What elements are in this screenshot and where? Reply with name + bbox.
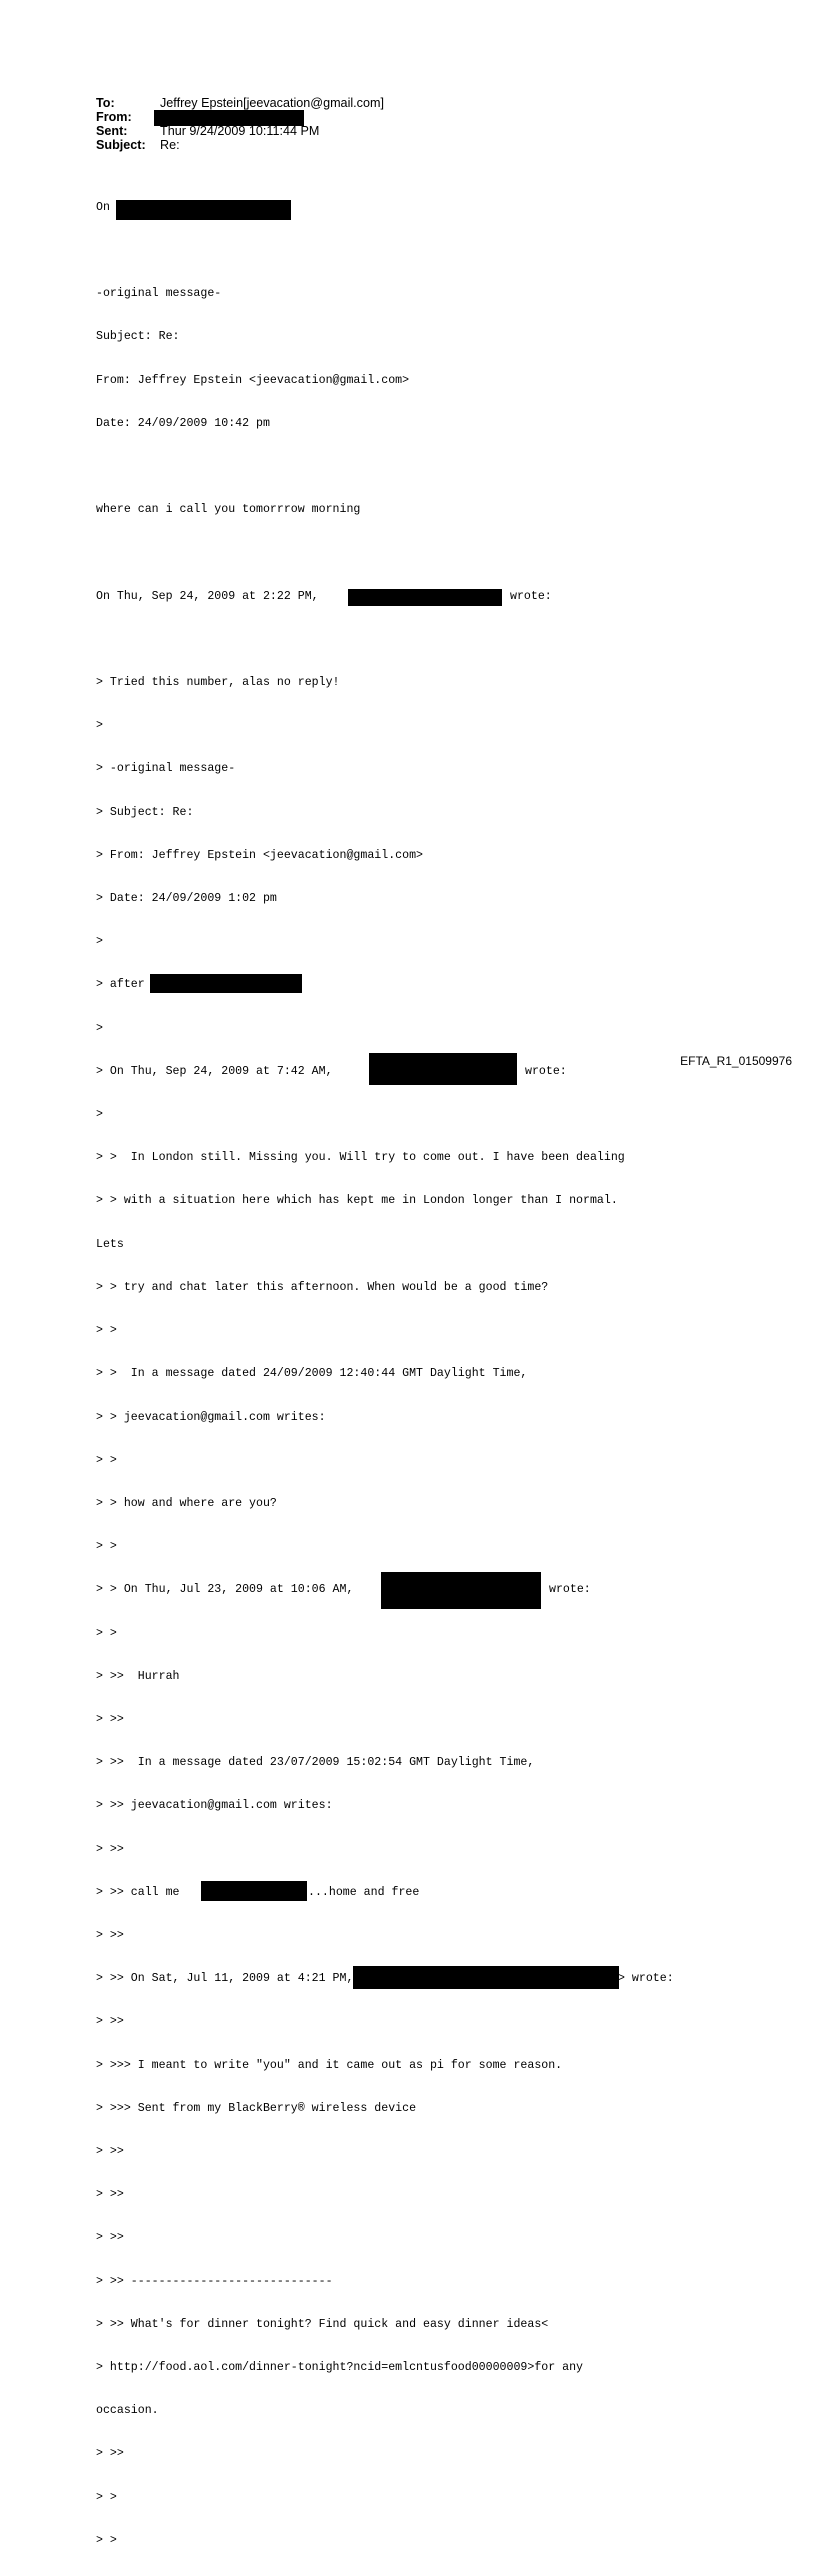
line-text: > >	[96, 1626, 117, 1640]
body-line	[96, 806, 625, 820]
line-text: > >>	[96, 2447, 124, 2461]
body-line	[96, 978, 625, 992]
body-line	[96, 2059, 625, 2073]
line-text: Date: 24/09/2009 10:42 pm	[96, 416, 270, 430]
line-text: On Thu, Sep 24, 2009 at 2:22 PM,	[96, 589, 319, 603]
body-line	[96, 2361, 625, 2375]
line-text: wrote:	[549, 1583, 591, 1597]
document-id: EFTA_R1_01509976	[680, 1054, 792, 1068]
line-text: > >	[96, 1453, 117, 1467]
body-line	[96, 2275, 625, 2289]
line-text: > >>	[96, 1712, 124, 1726]
blank-line	[96, 244, 625, 258]
line-text: > > how and where are you?	[96, 1496, 277, 1510]
body-line	[96, 762, 625, 776]
body-line	[96, 330, 625, 344]
line-text: On	[96, 200, 110, 214]
redaction-block	[353, 1966, 619, 1989]
body-line	[96, 849, 625, 863]
body-line	[96, 2404, 625, 2418]
line-text: ...home and free	[308, 1885, 420, 1899]
line-text: > >	[96, 2490, 117, 2504]
line-text: > >> In a message dated 23/07/2009 15:02:54 GMT Daylight Time,	[96, 1756, 535, 1770]
line-text: > > with a situation here which has kept me in London longer than I normal.	[96, 1194, 618, 1208]
body-line	[96, 2491, 625, 2505]
body-line	[96, 374, 625, 388]
body-line	[96, 1713, 625, 1727]
body-line	[96, 1194, 625, 1208]
email-body	[96, 172, 674, 2563]
redaction-block	[348, 589, 502, 606]
line-text: > http://food.aol.com/dinner-tonight?ncid=emlcntusfood00000009>for any	[96, 2360, 584, 2374]
line-text: From: Jeffrey Epstein <jeevacation@gmail.com>	[96, 373, 410, 387]
line-text: > >	[96, 1540, 117, 1554]
line-text: >	[96, 719, 103, 733]
line-text: > Subject: Re:	[96, 805, 194, 819]
body-line	[96, 1281, 625, 1295]
body-line	[96, 1886, 625, 1900]
line-text: > Date: 24/09/2009 1:02 pm	[96, 892, 277, 906]
body-line	[96, 719, 625, 733]
blank-line	[96, 633, 625, 647]
line-text: Lets	[96, 1237, 124, 1251]
body-line	[96, 2318, 625, 2332]
body-line	[96, 1108, 625, 1122]
line-text: -original message-	[96, 287, 222, 301]
body-line	[96, 1151, 625, 1165]
redaction-block	[150, 974, 302, 993]
line-text: > >>	[96, 2015, 124, 2029]
line-text: > >	[96, 1324, 117, 1338]
line-text: > >>	[96, 2144, 124, 2158]
body-line	[96, 1583, 625, 1597]
body-line	[96, 2102, 625, 2116]
line-text: > >> On Sat, Jul 11, 2009 at 4:21 PM,	[96, 1972, 354, 1986]
body-line	[96, 1238, 625, 1252]
body-line	[96, 590, 625, 604]
body-line	[96, 1324, 625, 1338]
body-line	[96, 1972, 674, 1986]
line-text: > >> Hurrah	[96, 1669, 180, 1683]
body-line	[96, 1454, 625, 1468]
body-line	[96, 1022, 625, 1036]
line-text: > >>	[96, 1928, 124, 1942]
line-text: > >> call me	[96, 1885, 180, 1899]
line-text: > >>	[96, 2188, 124, 2202]
body-line	[96, 2231, 625, 2245]
line-text: > > jeevacation@gmail.com writes:	[96, 1410, 326, 1424]
body-line	[96, 287, 625, 301]
line-text: wrote:	[525, 1064, 567, 1078]
body-line	[96, 1540, 625, 1554]
body-line	[96, 1756, 625, 1770]
from-label: From:	[96, 110, 132, 124]
line-text: > after	[96, 978, 145, 992]
line-text: > On Thu, Sep 24, 2009 at 7:42 AM,	[96, 1064, 333, 1078]
redaction-block	[369, 1053, 517, 1085]
subject-value: Re:	[160, 138, 180, 152]
body-line	[96, 1799, 625, 1813]
body-line	[96, 1843, 625, 1857]
line-text: > >> jeevacation@gmail.com writes:	[96, 1799, 333, 1813]
line-text: >	[96, 1108, 103, 1122]
body-line	[96, 1411, 625, 1425]
line-text: > From: Jeffrey Epstein <jeevacation@gmail.com>	[96, 848, 423, 862]
body-line	[96, 1497, 625, 1511]
line-text: wrote:	[510, 589, 552, 603]
line-text: > >> What's for dinner tonight? Find quick and easy dinner ideas<	[96, 2317, 549, 2331]
body-line	[96, 2534, 625, 2548]
line-text: > > In a message dated 24/09/2009 12:40:44 GMT Daylight Time,	[96, 1367, 528, 1381]
blank-line	[96, 546, 625, 560]
redaction-block	[116, 200, 291, 220]
line-text: > > On Thu, Jul 23, 2009 at 10:06 AM,	[96, 1583, 354, 1597]
line-text: Subject: Re:	[96, 330, 180, 344]
body-line	[96, 2188, 625, 2202]
line-text: > >> -----------------------------	[96, 2274, 333, 2288]
line-text: > >>> I meant to write "you" and it came out as pi for some reason.	[96, 2058, 563, 2072]
line-text: > > try and chat later this afternoon. When would be a good time?	[96, 1280, 549, 1294]
to-label: To:	[96, 96, 115, 110]
line-text: occasion.	[96, 2404, 159, 2418]
subject-label: Subject:	[96, 138, 146, 152]
line-text: > >>	[96, 2231, 124, 2245]
line-text: >	[96, 1021, 103, 1035]
body-line	[96, 2145, 625, 2159]
body-line	[96, 1367, 625, 1381]
line-text: > >>	[96, 1842, 124, 1856]
line-text: > > In London still. Missing you. Will try to come out. I have been dealing	[96, 1151, 625, 1165]
sent-label: Sent:	[96, 124, 128, 138]
to-value: Jeffrey Epstein[jeevacation@gmail.com]	[160, 96, 384, 110]
line-text: > >>> Sent from my BlackBerry® wireless device	[96, 2101, 417, 2115]
redaction-block	[201, 1881, 307, 1901]
body-line	[96, 1670, 625, 1684]
body-line	[96, 1065, 625, 1079]
blank-line	[96, 460, 625, 474]
line-text: > wrote:	[618, 1972, 674, 1986]
body-line	[96, 417, 625, 431]
line-text: > -original message-	[96, 762, 236, 776]
line-text: >	[96, 935, 103, 949]
line-text: > >	[96, 2533, 117, 2547]
body-line	[96, 892, 625, 906]
redaction-block	[381, 1572, 541, 1609]
body-line	[96, 1929, 625, 1943]
body-line	[96, 676, 625, 690]
line-text: > Tried this number, alas no reply!	[96, 676, 340, 690]
body-line	[96, 1627, 625, 1641]
body-line	[96, 2015, 625, 2029]
body-line	[96, 2447, 625, 2461]
body-line	[96, 935, 625, 949]
sent-value: Thur 9/24/2009 10:11:44 PM	[160, 124, 320, 138]
body-line	[96, 503, 625, 517]
line-text: where can i call you tomorrrow morning	[96, 503, 361, 517]
body-line	[96, 201, 625, 215]
